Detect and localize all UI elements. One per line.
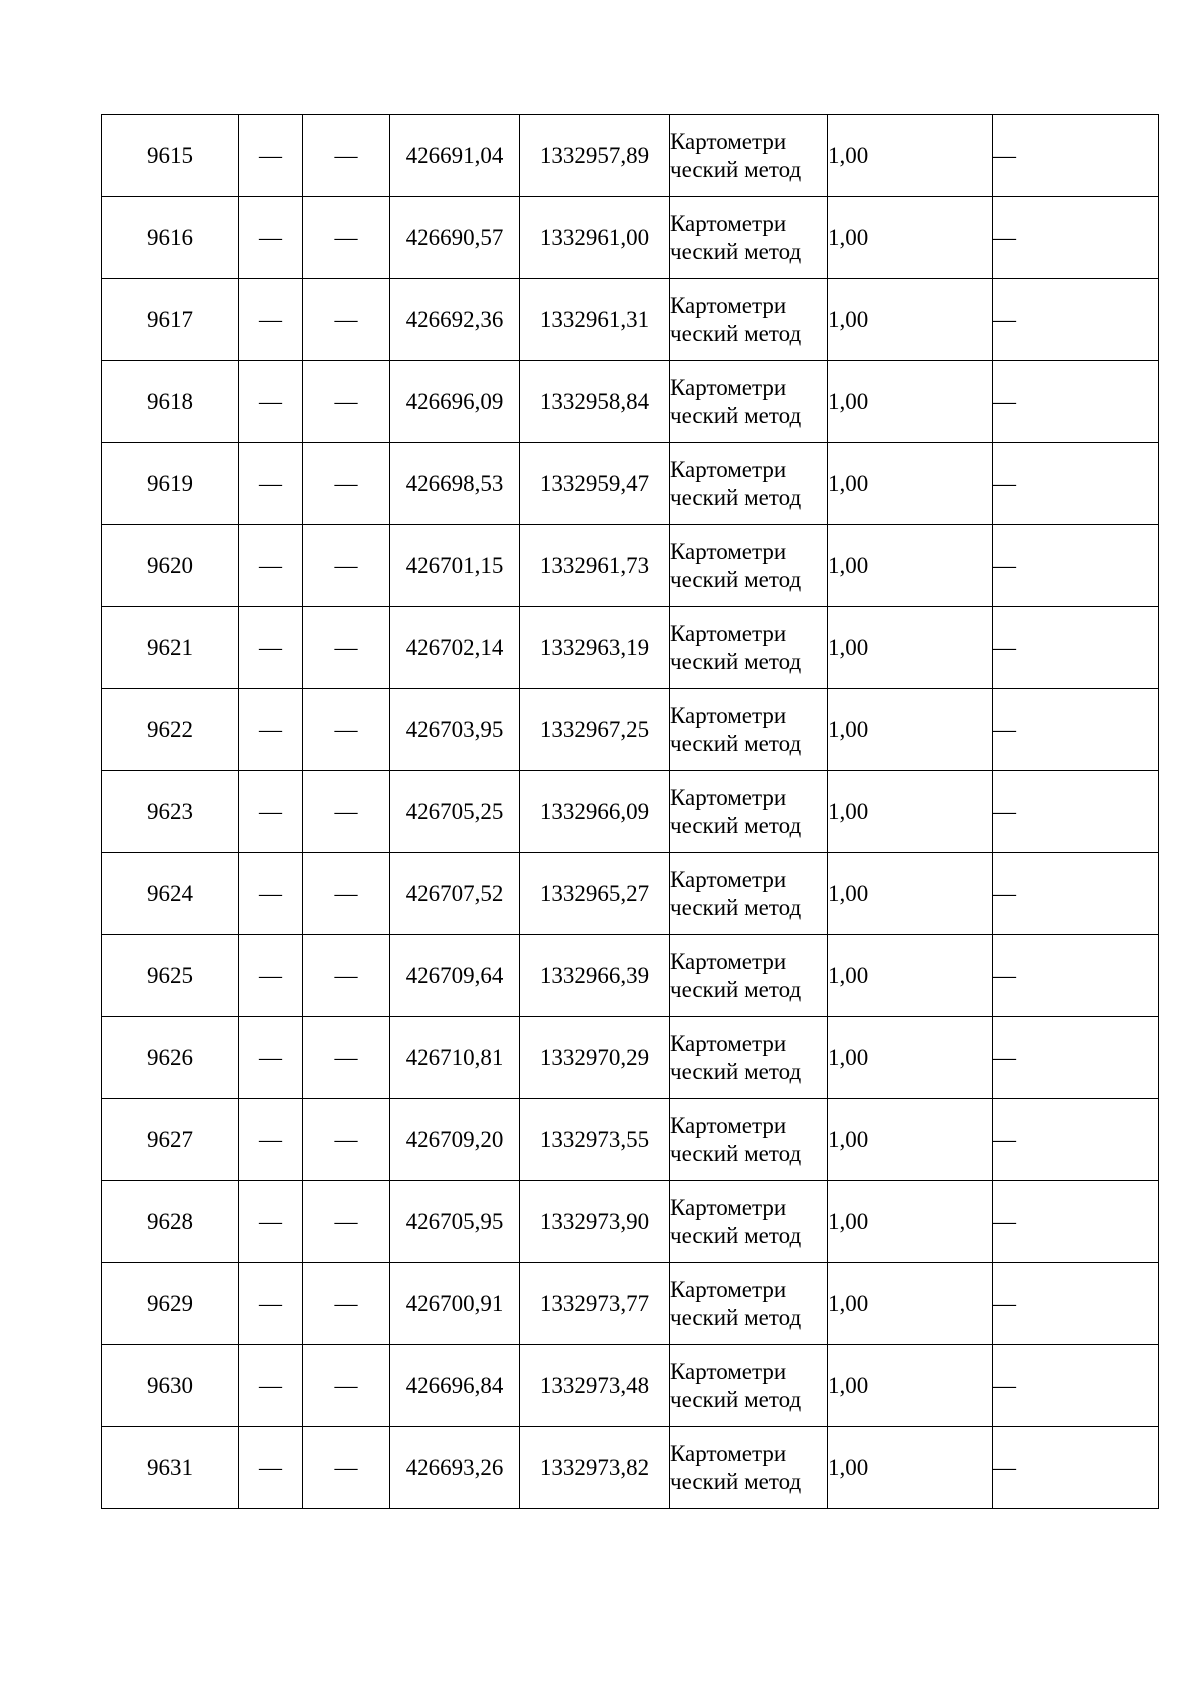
- method-cell: [670, 1017, 828, 1099]
- x-coordinate-cell-text: 426693,26: [405, 1454, 504, 1480]
- empty-value-cell: [239, 935, 303, 1017]
- description-cell-text: —: [993, 470, 1016, 496]
- accuracy-cell: [828, 935, 993, 1017]
- method-cell: [670, 1099, 828, 1181]
- method-cell-text: Картометри ческий метод: [670, 866, 802, 920]
- description-cell-text: —: [993, 880, 1016, 906]
- point-number-cell: [102, 525, 239, 607]
- point-number-cell: [102, 935, 239, 1017]
- empty-value-cell: [239, 1345, 303, 1427]
- description-cell-text: —: [993, 388, 1016, 414]
- description-cell: [993, 1181, 1159, 1263]
- method-cell-text: Картометри ческий метод: [670, 1440, 802, 1494]
- empty-value-cell: [303, 361, 390, 443]
- accuracy-cell: [828, 771, 993, 853]
- y-coordinate-cell: [520, 1345, 670, 1427]
- x-coordinate-cell: [390, 853, 520, 935]
- empty-value-cell-text: —: [334, 798, 358, 824]
- empty-value-cell: [239, 115, 303, 197]
- x-coordinate-cell-text: 426690,57: [405, 224, 504, 250]
- empty-value-cell: [239, 279, 303, 361]
- accuracy-cell: [828, 607, 993, 689]
- table-row: [102, 1427, 1159, 1509]
- accuracy-cell: [828, 1099, 993, 1181]
- empty-value-cell: [239, 853, 303, 935]
- x-coordinate-cell: [390, 607, 520, 689]
- empty-value-cell: [239, 197, 303, 279]
- method-cell-text: Картометри ческий метод: [670, 128, 802, 182]
- description-cell-text: —: [993, 1126, 1016, 1152]
- x-coordinate-cell-text: 426696,84: [405, 1372, 504, 1398]
- x-coordinate-cell-text: 426692,36: [405, 306, 504, 332]
- y-coordinate-cell-text: 1332970,29: [539, 1044, 650, 1070]
- y-coordinate-cell: [520, 1099, 670, 1181]
- empty-value-cell-text: —: [259, 1044, 282, 1070]
- empty-value-cell-text: —: [334, 224, 358, 250]
- table-row: [102, 443, 1159, 525]
- empty-value-cell-text: —: [334, 1208, 358, 1234]
- description-cell: [993, 607, 1159, 689]
- empty-value-cell: [239, 1181, 303, 1263]
- empty-value-cell-text: —: [334, 306, 358, 332]
- x-coordinate-cell: [390, 771, 520, 853]
- empty-value-cell: [239, 443, 303, 525]
- empty-value-cell: [239, 1017, 303, 1099]
- accuracy-cell-text: 1,00: [828, 1372, 869, 1398]
- empty-value-cell-text: —: [259, 634, 282, 660]
- description-cell-text: —: [993, 142, 1016, 168]
- description-cell-text: —: [993, 224, 1016, 250]
- method-cell: [670, 443, 828, 525]
- x-coordinate-cell: [390, 1181, 520, 1263]
- empty-value-cell-text: —: [334, 142, 358, 168]
- y-coordinate-cell: [520, 525, 670, 607]
- method-cell: [670, 525, 828, 607]
- point-number-cell: [102, 689, 239, 771]
- x-coordinate-cell-text: 426698,53: [405, 470, 504, 496]
- method-cell: [670, 361, 828, 443]
- point-number-cell-text: 9617: [147, 306, 193, 332]
- method-cell-text: Картометри ческий метод: [670, 1030, 802, 1084]
- table-row: [102, 197, 1159, 279]
- x-coordinate-cell: [390, 115, 520, 197]
- point-number-cell: [102, 1017, 239, 1099]
- empty-value-cell-text: —: [334, 1290, 358, 1316]
- accuracy-cell-text: 1,00: [828, 962, 869, 988]
- table-row: [102, 935, 1159, 1017]
- coordinates-table: [101, 114, 1159, 1509]
- y-coordinate-cell-text: 1332961,31: [539, 306, 650, 332]
- accuracy-cell-text: 1,00: [828, 1290, 869, 1316]
- description-cell-text: —: [993, 962, 1016, 988]
- empty-value-cell: [303, 853, 390, 935]
- accuracy-cell: [828, 1181, 993, 1263]
- empty-value-cell: [239, 1263, 303, 1345]
- point-number-cell: [102, 771, 239, 853]
- y-coordinate-cell: [520, 115, 670, 197]
- point-number-cell: [102, 197, 239, 279]
- point-number-cell: [102, 115, 239, 197]
- method-cell: [670, 115, 828, 197]
- empty-value-cell-text: —: [334, 716, 358, 742]
- method-cell-text: Картометри ческий метод: [670, 784, 802, 838]
- empty-value-cell-text: —: [259, 552, 282, 578]
- point-number-cell-text: 9615: [147, 142, 193, 168]
- method-cell-text: Картометри ческий метод: [670, 620, 802, 674]
- empty-value-cell-text: —: [334, 552, 358, 578]
- description-cell: [993, 1427, 1159, 1509]
- empty-value-cell-text: —: [259, 142, 282, 168]
- accuracy-cell: [828, 443, 993, 525]
- accuracy-cell: [828, 689, 993, 771]
- empty-value-cell-text: —: [259, 1454, 282, 1480]
- accuracy-cell: [828, 1017, 993, 1099]
- description-cell: [993, 935, 1159, 1017]
- description-cell-text: —: [993, 716, 1016, 742]
- description-cell: [993, 115, 1159, 197]
- point-number-cell-text: 9626: [147, 1044, 193, 1070]
- x-coordinate-cell-text: 426701,15: [405, 552, 504, 578]
- point-number-cell-text: 9631: [147, 1454, 193, 1480]
- empty-value-cell-text: —: [334, 1372, 358, 1398]
- accuracy-cell-text: 1,00: [828, 1454, 869, 1480]
- empty-value-cell-text: —: [334, 470, 358, 496]
- method-cell-text: Картометри ческий метод: [670, 210, 802, 264]
- x-coordinate-cell: [390, 525, 520, 607]
- x-coordinate-cell: [390, 279, 520, 361]
- table-row: [102, 361, 1159, 443]
- empty-value-cell-text: —: [259, 962, 282, 988]
- y-coordinate-cell: [520, 361, 670, 443]
- y-coordinate-cell-text: 1332966,09: [539, 798, 650, 824]
- empty-value-cell: [303, 771, 390, 853]
- y-coordinate-cell: [520, 1017, 670, 1099]
- empty-value-cell-text: —: [334, 962, 358, 988]
- y-coordinate-cell: [520, 607, 670, 689]
- description-cell: [993, 1099, 1159, 1181]
- method-cell-text: Картометри ческий метод: [670, 456, 802, 510]
- accuracy-cell-text: 1,00: [828, 552, 869, 578]
- method-cell: [670, 1345, 828, 1427]
- empty-value-cell-text: —: [259, 470, 282, 496]
- y-coordinate-cell: [520, 443, 670, 525]
- x-coordinate-cell: [390, 935, 520, 1017]
- method-cell: [670, 689, 828, 771]
- point-number-cell-text: 9628: [147, 1208, 193, 1234]
- y-coordinate-cell-text: 1332966,39: [539, 962, 650, 988]
- empty-value-cell: [303, 279, 390, 361]
- empty-value-cell-text: —: [259, 1126, 282, 1152]
- y-coordinate-cell: [520, 1427, 670, 1509]
- method-cell-text: Картометри ческий метод: [670, 1194, 802, 1248]
- description-cell: [993, 443, 1159, 525]
- description-cell: [993, 1017, 1159, 1099]
- empty-value-cell: [303, 689, 390, 771]
- x-coordinate-cell: [390, 1099, 520, 1181]
- empty-value-cell: [303, 1427, 390, 1509]
- table-row: [102, 115, 1159, 197]
- y-coordinate-cell: [520, 935, 670, 1017]
- method-cell-text: Картометри ческий метод: [670, 1358, 802, 1412]
- y-coordinate-cell: [520, 279, 670, 361]
- y-coordinate-cell-text: 1332967,25: [539, 716, 650, 742]
- description-cell-text: —: [993, 1372, 1016, 1398]
- accuracy-cell: [828, 853, 993, 935]
- description-cell: [993, 197, 1159, 279]
- y-coordinate-cell-text: 1332961,00: [539, 224, 650, 250]
- y-coordinate-cell: [520, 689, 670, 771]
- method-cell: [670, 1181, 828, 1263]
- empty-value-cell: [239, 771, 303, 853]
- description-cell: [993, 525, 1159, 607]
- point-number-cell-text: 9625: [147, 962, 193, 988]
- empty-value-cell: [239, 361, 303, 443]
- table-row: [102, 525, 1159, 607]
- description-cell: [993, 853, 1159, 935]
- accuracy-cell: [828, 279, 993, 361]
- point-number-cell: [102, 443, 239, 525]
- method-cell: [670, 607, 828, 689]
- point-number-cell-text: 9616: [147, 224, 193, 250]
- method-cell-text: Картометри ческий метод: [670, 702, 802, 756]
- y-coordinate-cell: [520, 853, 670, 935]
- accuracy-cell-text: 1,00: [828, 142, 869, 168]
- x-coordinate-cell-text: 426691,04: [405, 142, 504, 168]
- point-number-cell-text: 9627: [147, 1126, 193, 1152]
- empty-value-cell-text: —: [259, 1372, 282, 1398]
- point-number-cell-text: 9624: [147, 880, 193, 906]
- table-row: [102, 689, 1159, 771]
- point-number-cell: [102, 279, 239, 361]
- empty-value-cell: [303, 1181, 390, 1263]
- y-coordinate-cell-text: 1332973,82: [539, 1454, 650, 1480]
- x-coordinate-cell-text: 426705,95: [405, 1208, 504, 1234]
- point-number-cell-text: 9622: [147, 716, 193, 742]
- x-coordinate-cell: [390, 689, 520, 771]
- y-coordinate-cell-text: 1332961,73: [539, 552, 650, 578]
- y-coordinate-cell-text: 1332973,90: [539, 1208, 650, 1234]
- empty-value-cell-text: —: [259, 388, 282, 414]
- empty-value-cell: [303, 1017, 390, 1099]
- x-coordinate-cell-text: 426705,25: [405, 798, 504, 824]
- point-number-cell: [102, 1427, 239, 1509]
- accuracy-cell: [828, 197, 993, 279]
- x-coordinate-cell: [390, 197, 520, 279]
- point-number-cell: [102, 1345, 239, 1427]
- description-cell-text: —: [993, 1044, 1016, 1070]
- accuracy-cell-text: 1,00: [828, 716, 869, 742]
- empty-value-cell-text: —: [259, 1208, 282, 1234]
- accuracy-cell: [828, 525, 993, 607]
- method-cell-text: Картометри ческий метод: [670, 1276, 802, 1330]
- accuracy-cell-text: 1,00: [828, 1044, 869, 1070]
- y-coordinate-cell-text: 1332958,84: [539, 388, 650, 414]
- accuracy-cell: [828, 115, 993, 197]
- description-cell: [993, 1263, 1159, 1345]
- accuracy-cell-text: 1,00: [828, 388, 869, 414]
- empty-value-cell-text: —: [259, 716, 282, 742]
- description-cell-text: —: [993, 798, 1016, 824]
- method-cell: [670, 771, 828, 853]
- point-number-cell-text: 9618: [147, 388, 193, 414]
- x-coordinate-cell-text: 426709,20: [405, 1126, 504, 1152]
- accuracy-cell-text: 1,00: [828, 224, 869, 250]
- empty-value-cell: [239, 525, 303, 607]
- point-number-cell-text: 9619: [147, 470, 193, 496]
- point-number-cell-text: 9629: [147, 1290, 193, 1316]
- table-row: [102, 279, 1159, 361]
- empty-value-cell-text: —: [334, 1126, 358, 1152]
- x-coordinate-cell-text: 426709,64: [405, 962, 504, 988]
- description-cell: [993, 689, 1159, 771]
- accuracy-cell: [828, 1427, 993, 1509]
- empty-value-cell: [239, 607, 303, 689]
- y-coordinate-cell: [520, 1181, 670, 1263]
- method-cell: [670, 279, 828, 361]
- empty-value-cell-text: —: [334, 634, 358, 660]
- empty-value-cell-text: —: [259, 224, 282, 250]
- x-coordinate-cell-text: 426702,14: [405, 634, 504, 660]
- y-coordinate-cell: [520, 197, 670, 279]
- point-number-cell: [102, 1181, 239, 1263]
- accuracy-cell: [828, 361, 993, 443]
- method-cell-text: Картометри ческий метод: [670, 292, 802, 346]
- point-number-cell: [102, 361, 239, 443]
- description-cell: [993, 361, 1159, 443]
- empty-value-cell-text: —: [259, 798, 282, 824]
- description-cell: [993, 1345, 1159, 1427]
- accuracy-cell-text: 1,00: [828, 1208, 869, 1234]
- accuracy-cell: [828, 1345, 993, 1427]
- accuracy-cell: [828, 1263, 993, 1345]
- empty-value-cell: [303, 1263, 390, 1345]
- empty-value-cell-text: —: [334, 880, 358, 906]
- y-coordinate-cell-text: 1332973,77: [539, 1290, 650, 1316]
- empty-value-cell: [239, 689, 303, 771]
- description-cell-text: —: [993, 306, 1016, 332]
- method-cell-text: Картометри ческий метод: [670, 1112, 802, 1166]
- empty-value-cell-text: —: [259, 1290, 282, 1316]
- y-coordinate-cell: [520, 771, 670, 853]
- y-coordinate-cell-text: 1332973,48: [539, 1372, 650, 1398]
- empty-value-cell: [303, 197, 390, 279]
- description-cell-text: —: [993, 1208, 1016, 1234]
- accuracy-cell-text: 1,00: [828, 1126, 869, 1152]
- point-number-cell-text: 9623: [147, 798, 193, 824]
- point-number-cell: [102, 853, 239, 935]
- x-coordinate-cell-text: 426710,81: [405, 1044, 504, 1070]
- empty-value-cell: [303, 1099, 390, 1181]
- point-number-cell: [102, 1263, 239, 1345]
- method-cell: [670, 1263, 828, 1345]
- accuracy-cell-text: 1,00: [828, 880, 869, 906]
- x-coordinate-cell-text: 426707,52: [405, 880, 504, 906]
- description-cell: [993, 279, 1159, 361]
- table-row: [102, 853, 1159, 935]
- method-cell: [670, 1427, 828, 1509]
- method-cell: [670, 935, 828, 1017]
- method-cell-text: Картометри ческий метод: [670, 374, 802, 428]
- x-coordinate-cell: [390, 443, 520, 525]
- empty-value-cell: [303, 607, 390, 689]
- x-coordinate-cell-text: 426700,91: [405, 1290, 504, 1316]
- accuracy-cell-text: 1,00: [828, 306, 869, 332]
- empty-value-cell: [303, 1345, 390, 1427]
- empty-value-cell-text: —: [334, 1454, 358, 1480]
- method-cell-text: Картометри ческий метод: [670, 538, 802, 592]
- empty-value-cell-text: —: [259, 306, 282, 332]
- method-cell: [670, 197, 828, 279]
- method-cell: [670, 853, 828, 935]
- x-coordinate-cell: [390, 361, 520, 443]
- y-coordinate-cell: [520, 1263, 670, 1345]
- y-coordinate-cell-text: 1332957,89: [539, 142, 650, 168]
- table-row: [102, 771, 1159, 853]
- empty-value-cell-text: —: [334, 1044, 358, 1070]
- table-row: [102, 1345, 1159, 1427]
- x-coordinate-cell: [390, 1017, 520, 1099]
- description-cell-text: —: [993, 1454, 1016, 1480]
- y-coordinate-cell-text: 1332963,19: [539, 634, 650, 660]
- x-coordinate-cell: [390, 1263, 520, 1345]
- x-coordinate-cell-text: 426703,95: [405, 716, 504, 742]
- accuracy-cell-text: 1,00: [828, 634, 869, 660]
- empty-value-cell-text: —: [259, 880, 282, 906]
- empty-value-cell: [303, 115, 390, 197]
- empty-value-cell: [239, 1427, 303, 1509]
- table-row: [102, 1099, 1159, 1181]
- empty-value-cell: [303, 935, 390, 1017]
- point-number-cell-text: 9630: [147, 1372, 193, 1398]
- point-number-cell-text: 9621: [147, 634, 193, 660]
- point-number-cell: [102, 1099, 239, 1181]
- table-row: [102, 1181, 1159, 1263]
- description-cell-text: —: [993, 634, 1016, 660]
- table-row: [102, 607, 1159, 689]
- empty-value-cell: [303, 525, 390, 607]
- description-cell: [993, 771, 1159, 853]
- table-row: [102, 1017, 1159, 1099]
- accuracy-cell-text: 1,00: [828, 470, 869, 496]
- empty-value-cell: [239, 1099, 303, 1181]
- description-cell-text: —: [993, 1290, 1016, 1316]
- empty-value-cell-text: —: [334, 388, 358, 414]
- method-cell-text: Картометри ческий метод: [670, 948, 802, 1002]
- description-cell-text: —: [993, 552, 1016, 578]
- y-coordinate-cell-text: 1332973,55: [539, 1126, 650, 1152]
- x-coordinate-cell-text: 426696,09: [405, 388, 504, 414]
- empty-value-cell: [303, 443, 390, 525]
- y-coordinate-cell-text: 1332959,47: [539, 470, 650, 496]
- x-coordinate-cell: [390, 1427, 520, 1509]
- coordinates-table-body: [102, 115, 1159, 1509]
- accuracy-cell-text: 1,00: [828, 798, 869, 824]
- point-number-cell: [102, 607, 239, 689]
- x-coordinate-cell: [390, 1345, 520, 1427]
- table-row: [102, 1263, 1159, 1345]
- point-number-cell-text: 9620: [147, 552, 193, 578]
- y-coordinate-cell-text: 1332965,27: [539, 880, 650, 906]
